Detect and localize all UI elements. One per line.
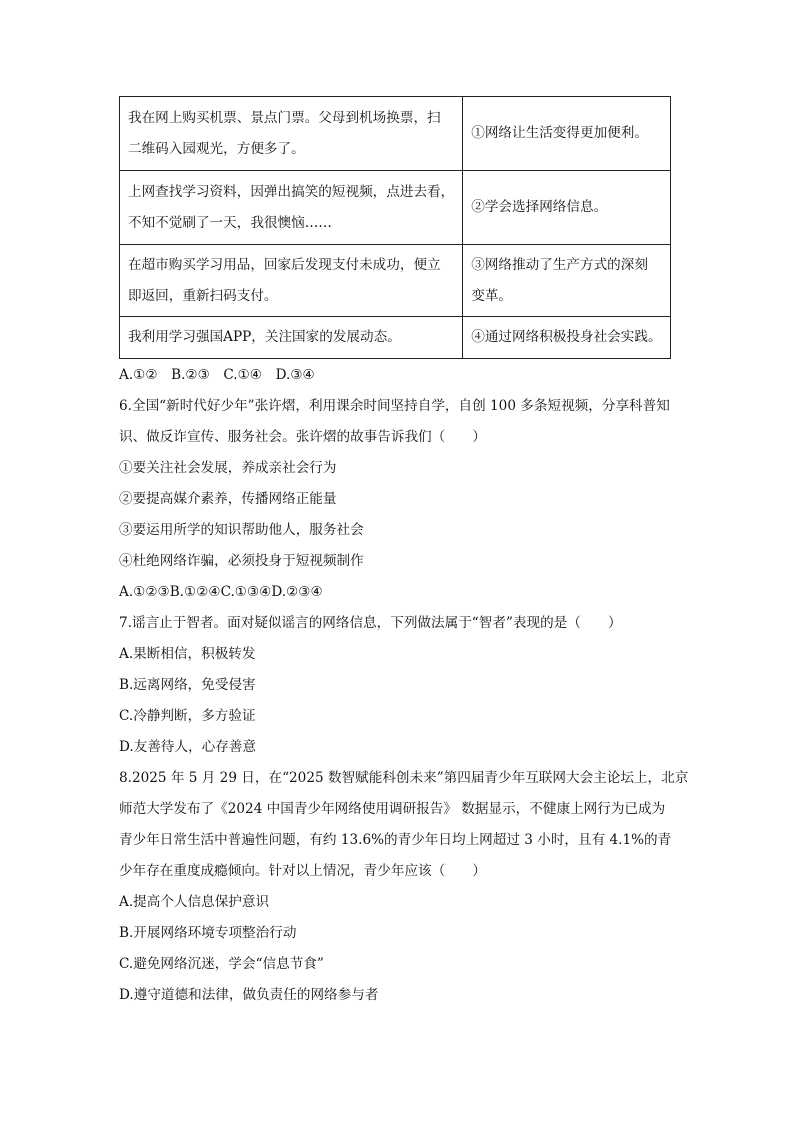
table-cell-meaning [463,97,670,171]
cell-text-line: ③网络推动了生产方式的深刻 [471,256,648,273]
table-cell-scenario [120,317,463,359]
cell-text-line: ②学会选择网络信息。 [471,199,608,215]
answer-options: A.①②③B.①②④C.①③④D.②③④ [119,584,323,600]
question-5-options [119,360,679,391]
cell-text-line: 变革。 [471,287,513,304]
cell-text-line: 我在网上购买机票、景点门票。父母到机场换票，扫 [128,109,441,126]
question-stem: 师范大学发布了《2024 中国青少年网络使用调研报告》 数据显示，不健康上网行为已成为 [119,801,666,817]
table-row [120,97,671,171]
question-stem: 青少年日常生活中普遍性问题，有约 13.6%的青少年日均上网超过 3 小时，且有 4.1%的青 [119,832,672,848]
statement-item: ②要提高媒介素养，传播网络正能量 [119,491,337,507]
table-row [120,317,671,359]
cell-text-line: 在超市购买学习用品，回家后发现支付未成功，便立 [128,256,441,273]
table-cell-scenario [120,245,463,317]
question-stem: 少年存在重度成瘾倾向。针对以上情况，青少年应该（ ） [119,863,487,879]
table-cell-meaning [463,317,670,359]
question-6 [119,391,679,608]
question-stem: 6.全国“新时代好少年”张许熠，利用课余时间坚持自学，自创 100 多条短视频，分享科普知 [119,398,670,414]
option-a: A.提高个人信息保护意识 [119,894,270,910]
cell-text-line: 我利用学习强国APP，关注国家的发展动态。 [128,329,401,345]
table-cell-meaning [463,245,670,317]
question-stem: 8.2025 年 5 月 29 日，在“2025 数智赋能科创未来”第四届青少年互联网大会主论坛上，北京 [119,770,689,786]
table-row [120,171,671,245]
option-b: B.开展网络环境专项整治行动 [119,925,297,941]
table-cell-scenario [120,171,463,245]
table-row [120,245,671,317]
cell-text-line: 二维码入园观光，方便多了。 [128,140,305,157]
statement-item: ④杜绝网络诈骗，必须投身于短视频制作 [119,553,364,569]
option-b: B.远离网络，免受侵害 [119,677,256,693]
option-c: C.冷静判断，多方验证 [119,708,256,724]
question-stem: 7.谣言止于智者。面对疑似谣言的网络信息，下列做法属于“智者”表现的是（ ） [119,615,622,631]
cell-text-line: 即返回，重新扫码支付。 [128,287,278,304]
table-cell-scenario [120,97,463,171]
option-a: A.果断相信，积极转发 [119,646,256,662]
matching-table [119,96,671,359]
cell-text-line: 上网查找学习资料，因弹出搞笑的短视频，点进去看， [128,183,455,200]
statement-item: ①要关注社会发展，养成亲社会行为 [119,460,337,476]
question-7 [119,608,679,763]
question-stem: 识、做反诈宣传、服务社会。张许熠的故事告诉我们（ ） [119,429,487,445]
answer-options: A.①② B.②③ C.①④ D.③④ [119,367,315,383]
cell-text-line: ①网络让生活变得更加便利。 [471,125,648,141]
statement-item: ③要运用所学的知识帮助他人，服务社会 [119,522,364,538]
option-d: D.友善待人，心存善意 [119,739,257,755]
question-8 [119,763,689,1011]
option-c: C.避免网络沉迷，学会“信息节食” [119,956,324,972]
table-cell-meaning [463,171,670,245]
option-d: D.遵守道德和法律，做负责任的网络参与者 [119,987,379,1003]
cell-text-line: 不知不觉刷了一天，我很懊恼…… [128,214,332,231]
cell-text-line: ④通过网络积极投身社会实践。 [471,329,662,345]
